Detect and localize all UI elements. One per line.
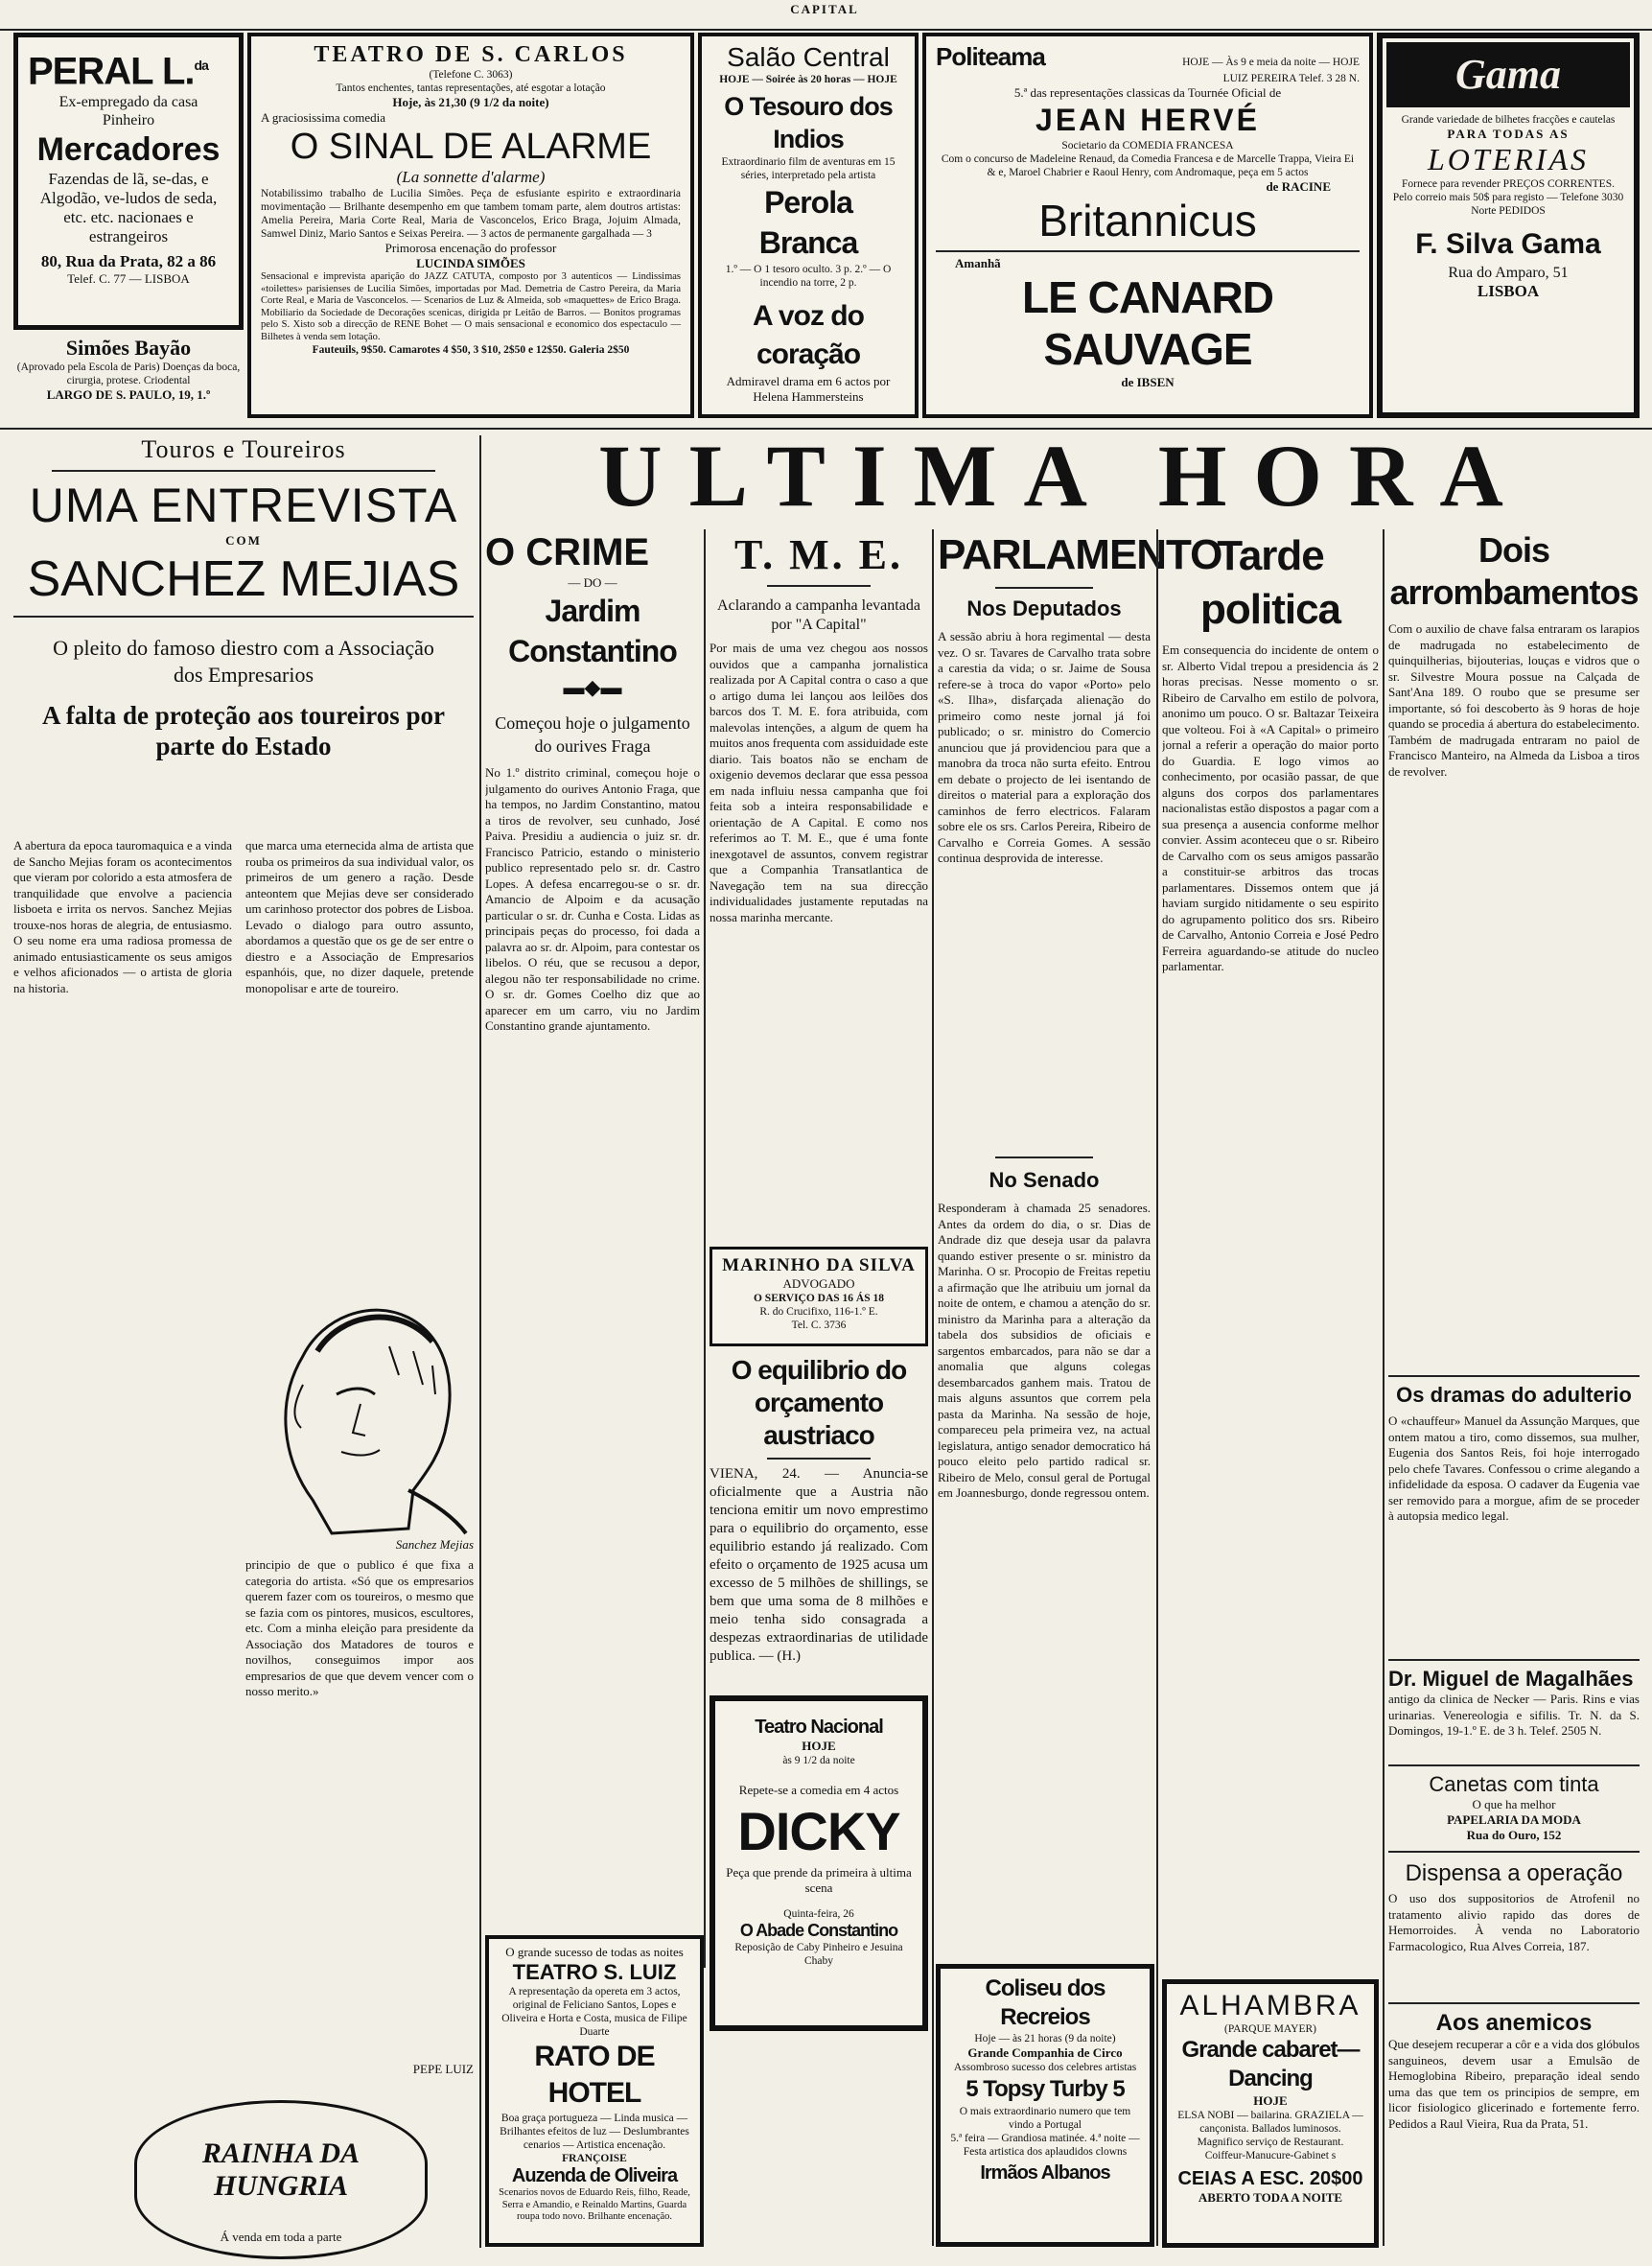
ad-marinho: [710, 1247, 928, 1346]
interview-signature: PEPE LUIZ: [412, 2062, 474, 2076]
ad-nacional-title: Teatro Nacional: [755, 1717, 883, 1738]
mejias-portrait: [245, 1260, 474, 1552]
ad-simoes-address: LARGO DE S. PAULO, 19, 1.º: [46, 387, 211, 402]
ad-peral-headline: Mercadores: [36, 131, 221, 169]
ad-carlos-phone: (Telefone C. 3063): [429, 69, 513, 81]
crime-place: Jardim Constantino: [508, 594, 677, 668]
ad-peral-line2: Pinheiro: [102, 112, 155, 129]
ad-marinho-address2: R. do Crucifixo, 116-1.º E.: [759, 1306, 878, 1318]
ad-politeama-body: Com o concurso de Madeleine Renaud, da Comedia Francesa e de Marcelle Trappa, Vieira Ei & e, Maroel Chabrier e Raoul Henry, com Andromaque, peça em 5 actos: [941, 153, 1355, 178]
ad-politeama-name: JEAN HERVÉ: [1035, 103, 1260, 137]
parlamento-body2: Responderam à chamada 25 senadores. Antes da ordem do dia, o sr. Dias de Andrade diz que deseja usar da palavra quando estiver presente o sr. ministro da Marinha. O sr. Procopio de Freitas repetiu a afirmação que lhe atribuiu um jornal da noite de ontem, e chamou a atenção do sr. ministro da Marinha para a alteração da tabela dos subsidios de oficiais e sargentos embarcados, para não se dar a anomalia que alguns colegas desembarcados ganhem mais. Tratou de mais alguns assuntos que correm pela pasta da Marinha. Na sessão de hoje, compareceu pela primeira vez, na actual legislatura, antigo senador democratico há pouco eleito pelo partido radical sr. Ribeiro de Melo, consul geral de Portugal em Joannesburgo, donde regressou ontem.: [938, 1201, 1151, 1500]
ad-carlos-genre: A graciosissima comedia: [261, 110, 385, 125]
ad-salao-film1-body: Extraordinario film de aventuras em 15 séries, interpretado pela artista: [721, 156, 896, 181]
ad-marinho-title: ADVOGADO: [782, 1276, 855, 1291]
ad-simoes: [13, 336, 244, 422]
ad-carlos-time: Hoje, às 21,30 (9 1/2 da noite): [392, 95, 549, 109]
ad-carlos-line1: Tantos enchentes, tantas representações, até esgotar a lotação: [336, 82, 606, 94]
interview-col2: que marca uma eternecida alma de artista que rouba os primeiros da sua individual valor, os primeiros de um genero a ração. Desde anteontem que Mejias deve ser considerado um carinhoso protector dos pobres de Lisboa. Levado o dialogo para outro assunto, abordamos a questão que os ge de ser entre o diestro e a Associação de Empresarios espanhóis, que, no dizer daquele, pretende monopolisar e arte de toureiro.: [245, 838, 474, 995]
parlamento-sec1: Nos Deputados: [966, 596, 1122, 620]
adulterio-body: O «chauffeur» Manuel da Assunção Marques, que ontem matou a tiro, como dissemos, sua mulher, Eugenia dos Santos Reis, foi hoje interrogado pelo chefe Tavares. Confessou o crime alegando a infidelidade da esposa. O cadaver da Eugenia vae ser removido para a morgue, afim de se proceder à autopsia medico legal.: [1388, 1413, 1640, 1523]
ad-alhambra-body: ELSA NOBI — bailarina. GRAZIELA — cançonista. Ballados luminosos. Magnifico serviço de Restaurant. Coiffeur-Manucure-Gabinet s: [1177, 2110, 1363, 2161]
parlamento-title: PARLAMENTO: [938, 531, 1222, 578]
ad-nacional-sub: Quinta-feira, 26: [783, 1908, 854, 1920]
ad-luiz-star-pre: FRANÇOISE: [562, 2153, 627, 2164]
ad-carlos-director: LUCINDA SIMÕES: [416, 256, 525, 270]
interview-with: COM: [225, 533, 262, 548]
crime-sep: — DO —: [568, 575, 617, 590]
ad-peral-address: 80, Rua da Prata, 82 a 86: [40, 252, 217, 271]
interview-col1: A abertura da epoca tauromaquica e a vinda de Sancho Mejias foram os acontecimentos que vieram por colorido a esta atmosfera de tranquilidade que envolve a paciencia lisboeta e irrita os nervos. Sanchez Mejias trouxe-nos horas de alegria, de entusiasmo. O seu nome era uma radiosa promessa de animado entusiasticamente os seus amigos e velhos aficionados — o artista de gloria na historia.: [13, 838, 232, 995]
ad-nacional-time: às 9 1/2 da noite: [782, 1755, 855, 1766]
ad-gama-name: F. Silva Gama: [1415, 228, 1601, 260]
ad-teatro-sao-carlos: [247, 33, 694, 418]
parlamento-sec2: No Senado: [989, 1168, 1100, 1192]
ad-coliseu-time: Hoje — às 21 horas (9 da noite): [974, 2033, 1116, 2044]
ad-nacional-line2: Peça que prende da primeira à ultima scena: [726, 1865, 912, 1895]
ad-alhambra-price: CEIAS A ESC. 20$00: [1177, 2168, 1363, 2189]
ad-gama-lotteries: LOTERIAS: [1428, 142, 1589, 176]
ad-hungria-footer: Á venda em toda a parte: [220, 2230, 342, 2244]
tme-deck: Aclarando a campanha levantada por "A Capital": [717, 597, 920, 633]
ad-politeama-author1: de RACINE: [1266, 179, 1331, 194]
ad-gama-line1: PARA TODAS AS: [1447, 127, 1570, 141]
ad-coliseu-footer: Irmãos Albanos: [980, 2162, 1110, 2184]
ad-simoes-body: (Aprovado pela Escola de Paris) Doenças da boca, cirurgia, protese. Criodental: [16, 362, 241, 386]
ad-alhambra-day: HOJE: [1253, 2093, 1288, 2108]
ad-coliseu-act: 5 Topsy Turby 5: [966, 2076, 1125, 2102]
equilibrio-body: VIENA, 24. — Anuncia-se oficialmente que a Austria não tenciona emitir um novo emprestimo para o equilibrio do orçamento, esse equilibrio estando já realizado. Com efeito o orçamento de 1925 acusa um excesso de 5 milhões de shillings, se bem que uma soma de 8 milhões e meio tenha sido consagrada a despezas extraordinarias de utilidade publica. — (H.): [710, 1466, 928, 1664]
ad-carlos-title: TEATRO DE S. CARLOS: [314, 42, 628, 67]
ad-politeama-line2: 5.ª das representações classicas da Tournée Oficial de: [1013, 85, 1282, 100]
ad-peral-phone: Telef. C. 77 — LISBOA: [67, 271, 190, 287]
ad-teatro-sao-luiz: [485, 1935, 704, 2247]
interview-kicker: Touros e Toureiros: [141, 435, 346, 463]
crime-body: No 1.º distrito criminal, começou hoje o julgamento do ourives Antonio Fraga, que ha tempos, no Jardim Constantino, matou a tiros de revolver, seu cunhado, José Paiva. Presidiu a audiencia o juiz sr. dr. Francisco Patricio, estando o ministerio publico representado pelo sr. dr. Castro Lopes. A defesa encarregou-se o sr. dr. Amancio de Alpoim e da acusação particular o sr. dr. Cunha e Costa. Lidas as principais peças do processo, foi dada a palavra ao sr. dr. Alpoim, para contestar os libelos. O réu, que se recusou a depor, alegou não ter responsabilidade no crime. O sr. dr. Gomes Coelho diz que ao aparecer em um carro, viu no Jardim Constantino grande ajuntamento.: [485, 765, 700, 1033]
ultima-hora-banner: ULTIMA HORA: [598, 427, 1530, 525]
parlamento-article: [938, 529, 1222, 1968]
canetas-body: O que ha melhor: [1472, 1797, 1556, 1811]
equilibrio-title: O equilibrio do orçamento austriaco: [731, 1355, 907, 1450]
tarde-article: [1162, 529, 1379, 1929]
anemicos-body: Que desejem recuperar a côr e a vida dos glóbulos sanguineos, devem usar a Emulsão de Hemoglobina Ribeiro, preparação ideal sendo uma das que tem os principios de sempre, em licor fisiologico glicerinado e fortemente ferro. Pedidos a Raul Vieira, Rua da Prata, 51.: [1388, 2037, 1640, 2131]
ad-carlos-play: O SINAL DE ALARME: [290, 127, 652, 167]
ad-marinho-address: O SERVIÇO DAS 16 ÁS 18: [753, 1293, 885, 1304]
ad-peral: [13, 33, 244, 330]
ad-politeama-tomorrow: Amanhã: [955, 256, 1001, 270]
interview-article: [13, 435, 474, 2085]
running-head: CAPITAL: [790, 2, 859, 16]
ad-peral-line1: Ex-empregado da casa: [58, 94, 198, 111]
ad-salao-time: HOJE — Soirée às 20 horas — HOJE: [719, 74, 897, 85]
ad-politeama-title: Politeama: [936, 42, 1045, 71]
ad-gama-logo: Gama: [1386, 42, 1630, 107]
interview-col3: principio de que o publico é que fixa a categoria do artista. «Só que os empresarios querem fazer com os toureiros, o mesmo que se fazia com os pintores, musicos, escultores, etc. Com a minha eleição para presidente da Associação dos Matadores de touros e novilhos, conseguimos impor aos empresarios de que que devem vencer com o nosso merito.»: [245, 1557, 474, 1698]
tme-title: T. M. E.: [734, 531, 903, 578]
ad-luiz-star: Auzenda de Oliveira: [511, 2165, 678, 2186]
ad-salao-film2: Perola Branca: [758, 185, 858, 260]
tme-article: [710, 529, 928, 1239]
canetas-shop: PAPELARIA DA MODA: [1447, 1812, 1581, 1827]
ad-salao-episodes: 1.º — O 1 tesoro oculto. 3 p. 2.º — O incendio na torre, 2 p.: [725, 264, 892, 289]
portrait-caption: Sanchez Mejias: [395, 1537, 474, 1552]
ad-carlos-footer: Sensacional e imprevista aparição do JAZZ CATUTA, composto por 3 autenticos — Lindissimas «toilettes» parisienses de Lucilia Simões, importadas por Mad. Demetria de Castro Pereira, da Maria Corte Real, e Maria de Vasconcelos. — Scenarios de Luz & Almeida, sob «maquettes» de Erico Braga. Mobiliario da Sociedade de Decorações scenicas, dirigida pr Leitão de Barros. — Bonitos programas pelo S. Xisto sob a direcção de RENE Bohet — O mais sensacional e economico dos espectaculo — Bilhetes à venda sem lotação.: [261, 271, 681, 342]
ad-salao-title: Salão Central: [727, 42, 890, 72]
ad-coliseu-title: Coliseu dos Recreios: [985, 1975, 1105, 2030]
tarde-title: Tarde politica: [1199, 532, 1341, 633]
ad-carlos-subtitle: (La sonnette d'alarme): [396, 168, 546, 186]
ad-politeama-line1: HOJE — Às 9 e meia da noite — HOJE: [1182, 57, 1360, 68]
ad-teatro-nacional: [710, 1695, 928, 2031]
ad-luiz-body: A representação da opereta em 3 actos, original de Feliciano Santos, Lopes e Oliveira e Horta e Costa, musica de Filipe Duarte: [501, 1986, 687, 2038]
ad-luiz-footer: Scenarios novos de Eduardo Reis, filho, Reade, Serra e Amandio, e Reinaldo Martins, Guarda roupa todo novo. Brilhante encenação.: [499, 2187, 690, 2222]
ad-carlos-prices: Fauteuils, 9$50. Camarotes 4 $50, 3 $10, 2$50 e 12$50. Galeria 2$50: [312, 344, 630, 356]
ad-salao-central: [698, 33, 919, 418]
anemicos-title: Aos anemicos: [1435, 2010, 1593, 2036]
ad-coliseu-body3: 5.ª feira — Grandiosa matinée. 4.ª noite — Festa artistica dos aplaudidos clowns: [950, 2133, 1140, 2158]
ad-politeama-play2: LE CANARD SAUVAGE: [1022, 272, 1273, 374]
tme-body: Por mais de uma vez chegou aos nossos ouvidos que a campanha jornalistica realizada por A Capital contra o caso a que o artigo duma lei lançou aos leilões dos barcos dos T. M. E. fora atribuida, com malevolas intenções, a algum de quem ha muitos anos frequenta com assiduidade este diario. Tais boatos não se encham de oxigenio devemos declarar que essa pessoa em nada influiu nessa campanha que foi feita sob a inteira responsabilidade e orientação de A Capital. E como nos referimos ao T. M. E., que é uma fonte inexgotavel de assuntos, convem registrar que a Companhia Transatlantica de Navegação tem na sua direcção individualidades justamente reputadas na nossa marinha mercante.: [710, 641, 928, 924]
ad-coliseu: [936, 1964, 1154, 2247]
ad-nacional-line1: Repete-se a comedia em 4 actos: [738, 1783, 899, 1797]
ad-salao-film3-body: Admiravel drama em 6 actos por Helena Hammersteins: [726, 374, 891, 404]
doctor-name: Dr. Miguel de Magalhães: [1388, 1667, 1634, 1691]
ad-nacional-body2: Reposição de Caby Pinheiro e Jesuina Chaby: [734, 1942, 903, 1967]
ad-carlos-body: Notabilissimo trabalho de Lucilia Simões. Peça de esfusiante espirito e extraordinaria movimentação — Brilhante desempenho em que tambem tomam parte, alem doutros artistas: Amelia Pereira, Maria Corte Real, Maria de Vasconcelos, Erico Braga, Jojuim Almada, Samwel Diniz, Mario Santos e Seixas Pereira. — 3 actos de permanente gargalhada — 3: [261, 188, 681, 240]
crime-title: O CRIME: [485, 531, 650, 573]
ad-luiz-play: RATO DE HOTEL: [534, 2041, 655, 2109]
doctor-body: antigo da clinica de Necker — Paris. Rins e vias urinarias. Venereologia e sifilis. Tr. N. da S. Domingos, 19-1.º E. de 3 h. Telef. 2505 N.: [1388, 1692, 1640, 1738]
ad-alhambra-footer: ABERTO TODA A NOITE: [1198, 2190, 1343, 2205]
ad-marinho-name: MARINHO DA SILVA: [722, 1255, 916, 1275]
interview-subhead: A falta de proteção aos toureiros por parte do Estado: [42, 701, 445, 760]
ad-coliseu-body2: O mais extraordinario numero que tem vindo a Portugal: [959, 2106, 1131, 2131]
ad-nacional-play2: O Abade Constantino: [739, 1921, 898, 1940]
ad-carlos-line2: Primorosa encenação do professor: [384, 241, 557, 255]
ad-luiz-line1: O grande sucesso de todas as noites: [505, 1945, 684, 1959]
ad-gama-body2: Fornece para revender PREÇOS CORRENTES. Pelo correio mais 50$ para registo — Telefone 3030 Norte PEDIDOS: [1392, 178, 1624, 217]
parlamento-body1: A sessão abriu à hora regimental — desta vez. O sr. Tavares de Carvalho trata sobre a carestia da vida; o sr. Jaime de Sousa refere-se à troca do vapor «Porto» pelo «S. Ilha», disfarçada alienação do primeiro como neste jornal já foi publicado; o sr. ministro do Comercio anunciou que já providenciou para que a manobra da troca não surta efeito. Entrou em debate o projecto de lei isentando de direitos o material para a exploração dos caminhos de ferro electricos. Falaram sobre ele os srs. Carlos Pereira, Ribeiro de Carvalho e Correia Gomes. A sessão continua desprovida de interesse.: [938, 629, 1151, 865]
equilibrio-article: [710, 1354, 928, 1664]
ad-alhambra: [1162, 1979, 1379, 2248]
ad-gama: [1377, 33, 1640, 418]
ad-politeama-play1: Britannicus: [1038, 196, 1257, 245]
ad-luiz-title: TEATRO S. LUIZ: [512, 1960, 677, 1984]
running-head-bar: [0, 0, 1652, 31]
interview-title1: UMA ENTREVISTA: [29, 479, 458, 532]
arrombamentos-title: Dois arrombamentos: [1389, 530, 1639, 612]
ad-gama-body1: Grande variedade de bilhetes fracções e cautelas: [1401, 114, 1616, 126]
ad-politeama-company: Societario da COMEDIA FRANCESA: [1061, 140, 1234, 152]
ad-coliseu-company: Grande Companhia de Circo: [967, 2045, 1123, 2060]
ad-alhambra-line1: Grande cabaret—Dancing: [1181, 2037, 1360, 2091]
ad-alhambra-title: ALHAMBRA: [1179, 1990, 1361, 2021]
ad-nacional-day: HOJE: [802, 1739, 836, 1753]
dispensa-body: O uso dos suppositorios de Atrofenil no tratamento alivio rapido das dores de Hemorroides. À venda no Laboratorio Farmacologico, Rua Alves Correia, 187.: [1388, 1891, 1640, 1953]
ad-luiz-body2: Boa graça portugueza — Linda musica — Brilhantes efeitos de luz — Deslumbrantes cenarios — Artistica encenação.: [500, 2113, 689, 2151]
ad-nacional-play: DICKY: [737, 1801, 900, 1861]
arrombamentos-body: Com o auxilio de chave falsa entraram os larapios de madrugada no estabelecimento de quinquilherias, bijouterias, louças e vidros que o sr. Silvestre Moura possue na Calçada de Sant'Ana 189. O roubo que se presume ser importante, só foi descoberto às 9 horas de hoje quando se procedia á abertura do estabelecimento. Também de madrugada entraram no paiol de Francisco Manteiro, na Almeda da Lisboa a tiros de revolver.: [1388, 621, 1640, 779]
ad-alhambra-sub: (PARQUE MAYER): [1224, 2023, 1316, 2035]
right-column: [1388, 529, 1640, 2246]
interview-title2: SANCHEZ MEJIAS: [27, 551, 460, 607]
ad-politeama-author2: de IBSEN: [1121, 375, 1175, 389]
ad-politeama-phone: LUIZ PEREIRA Telef. 3 28 N.: [1222, 73, 1360, 84]
ad-salao-film3: A voz do coração: [753, 300, 864, 370]
dispensa-title: Dispensa a operação: [1405, 1860, 1623, 1886]
canetas-title: Canetas com tinta: [1429, 1772, 1599, 1796]
adulterio-title: Os dramas do adulterio: [1396, 1383, 1632, 1407]
ad-simoes-name: Simões Bayão: [65, 336, 192, 360]
ad-hungria-name: RAINHA DA HUNGRIA: [201, 2138, 361, 2202]
ad-coliseu-body: Assombroso sucesso dos celebres artistas: [953, 2062, 1137, 2073]
ad-hungria: [134, 2100, 428, 2259]
ad-peral-name: PERAL L.$^{da}$: [28, 50, 208, 93]
ad-peral-body: Fazendas de lã, se-das, e Algodão, ve-ludos de seda, etc. etc. nacionaes e estrangeiros: [39, 170, 218, 246]
crime-deck: Começou hoje o julgamento do ourives Fraga: [495, 713, 690, 756]
ad-salao-film1: O Tesouro dos Indios: [724, 92, 893, 153]
ad-politeama: [922, 33, 1373, 418]
ad-marinho-phone: Tel. C. 3736: [791, 1320, 847, 1331]
crime-article: O CRIME — DO — Jardim Constantino ▬◆▬ Começou hoje o julgamento do ourives Fraga No 1.º distrito criminal, começou hoje o julgamento do ourives Antonio Fraga, que ha tempos, no Jardim Constantino, matou a tiros de revolver, seu cunhado, José Paiva. Presidiu a audiencia o juiz sr. dr. Francisco Patricio, estando o ministerio publico representado pelo sr. dr. Castro Lopes. A defesa encarregou-se o sr. dr. Amancio de Alpoim e da acusação particular o sr. dr. Cunha e Costa. Lidas as principais peças do processo, foi dada a palavra ao sr. dr. Alpoim, para contestar os libelos. O réu, que se recusou a depor, alegou não ter responsabilidade no crime. O sr. dr. Gomes Coelho diz que ao aparecer em um carro, viu no Jardim Constantino grande ajuntamento.: [485, 529, 700, 1929]
ad-gama-city: LISBOA: [1477, 282, 1540, 300]
ad-gama-address: Rua do Amparo, 51: [1448, 265, 1569, 281]
canetas-addr: Rua do Ouro, 152: [1466, 1828, 1562, 1842]
interview-deck: O pleito do famoso diestro com a Associação dos Empresarios: [53, 636, 434, 687]
tarde-body: Em consequencia do incidente de ontem o sr. Alberto Vidal trepou a presidencia ás 2 horas precisas. Nesse momento o sr. Ribeiro de Carvalho em estilo de polvora, anonimo um pouco. O sr. Baltazar Teixeira que volteou. Foi à «A Capital» o primeiro jornal a referir a operação do maior porto do Guardia. E logo vimos ao conhecimento, por ocasião passar, de que alguns dos corpos dos parlamentares nacionalistas estão dispostos a pagar com a sua presença a ausencia conforme melhor convier. Assim aconteceu que o sr. Ribeiro de Carvalho com os seus amigos passarão a constituir-se arbitros das trocas parlamentares. Dissemos ontem que já haviam surgido nitidamente o seu espirito do agrupamento politico dos srs. Ribeiro de Carvalho, Antonio Correia e José Pedro Ferreira aguardando-se atitude do nucleo parlamentar.: [1162, 642, 1379, 973]
